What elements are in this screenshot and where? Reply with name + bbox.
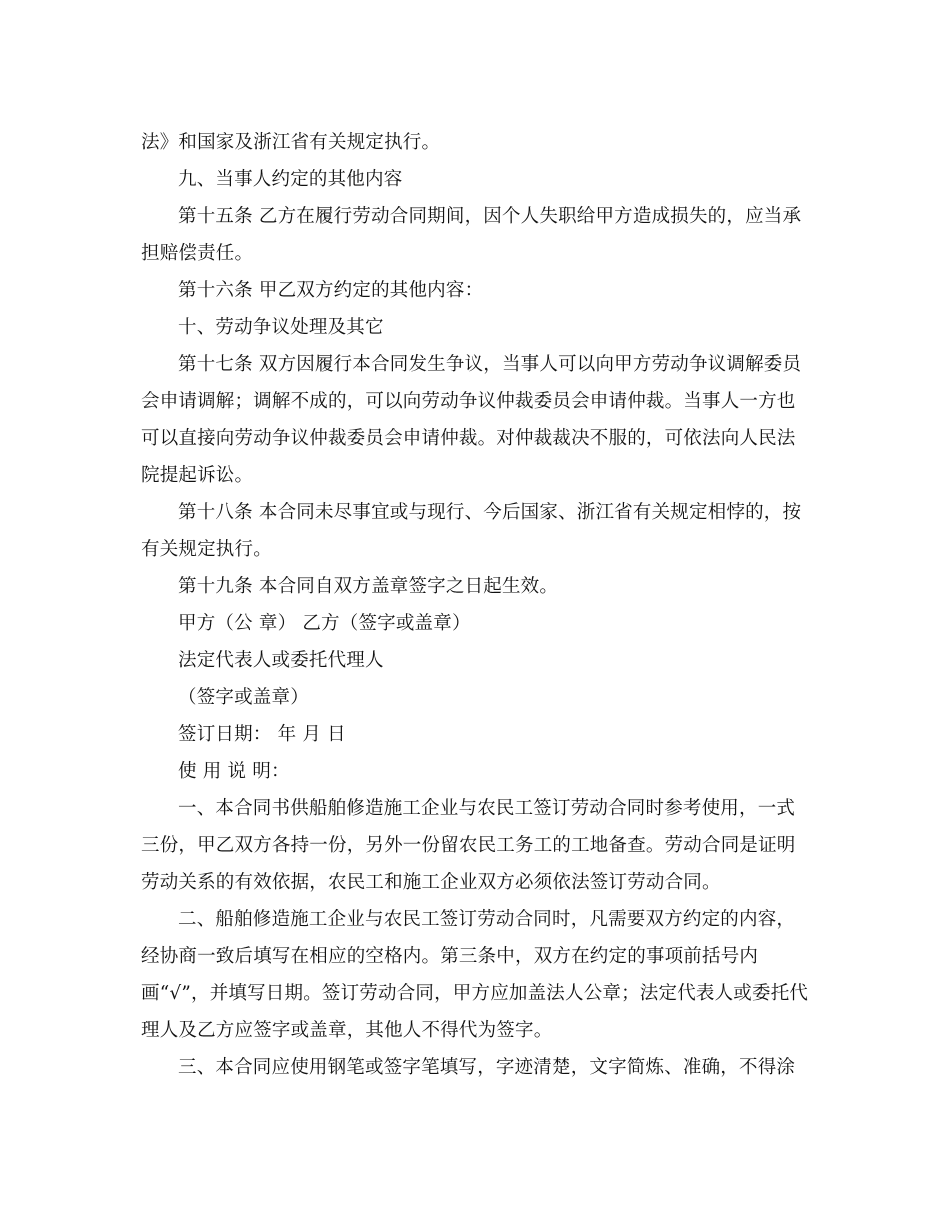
- text-line: 三份，甲乙双方各持一份，另外一份留农民工务工的工地备查。劳动合同是证明: [141, 835, 796, 856]
- legal-representative-line: 法定代表人或委托代理人: [178, 650, 384, 671]
- text-line: 一、本合同书供船舶修造施工企业与农民工签订劳动合同时参考使用，一式: [178, 798, 796, 819]
- text-line: 会申请调解；调解不成的，可以向劳动争议仲裁委员会申请仲裁。当事人一方也: [141, 391, 796, 412]
- signature-note-line: （签字或盖章）: [178, 687, 309, 708]
- document-page: [141, 124, 809, 1086]
- text-line: 理人及乙方应签字或盖章，其他人不得代为签字。: [141, 1020, 553, 1041]
- text-line: 法》和国家及浙江省有关规定执行。: [141, 132, 441, 153]
- text-line: 第十九条 本合同自双方盖章签字之日起生效。: [178, 576, 559, 597]
- signing-date-line: 签订日期： 年 月 日: [178, 724, 346, 745]
- text-line: 第十七条 双方因履行本合同发生争议，当事人可以向甲方劳动争议调解委员: [178, 354, 802, 375]
- text-line: 画“√”，并填写日期。签订劳动合同，甲方应加盖法人公章；法定代表人或委托代: [141, 983, 809, 1004]
- text-line: 第十八条 本合同未尽事宜或与现行、今后国家、浙江省有关规定相悖的，按: [178, 502, 802, 523]
- text-line: 有关规定执行。: [141, 539, 272, 560]
- usage-instructions-heading: 使 用 说 明：: [178, 761, 290, 782]
- text-line: 九、当事人约定的其他内容: [178, 169, 403, 190]
- text-line: 三、本合同应使用钢笔或签字笔填写，字迹清楚，文字简炼、准确，不得涂: [178, 1057, 796, 1078]
- text-line: 第十五条 乙方在履行劳动合同期间，因个人失职给甲方造成损失的，应当承: [178, 206, 802, 227]
- text-line: 可以直接向劳动争议仲裁委员会申请仲裁。对仲裁裁决不服的，可依法向人民法: [141, 428, 796, 449]
- text-line: 担赔偿责任。: [141, 243, 254, 264]
- text-line: 十、劳动争议处理及其它: [178, 317, 384, 338]
- text-line: 二、船舶修造施工企业与农民工签订劳动合同时，凡需要双方约定的内容，: [178, 909, 796, 930]
- text-line: 第十六条 甲乙双方约定的其他内容：: [178, 280, 484, 301]
- text-line: 经协商一致后填写在相应的空格内。第三条中，双方在约定的事项前括号内: [141, 946, 759, 967]
- text-line: 劳动关系的有效依据，农民工和施工企业双方必须依法签订劳动合同。: [141, 872, 721, 893]
- text-line: 院提起诉讼。: [141, 465, 254, 486]
- signature-party-line: 甲方（公 章） 乙方（签字或盖章）: [178, 613, 471, 634]
